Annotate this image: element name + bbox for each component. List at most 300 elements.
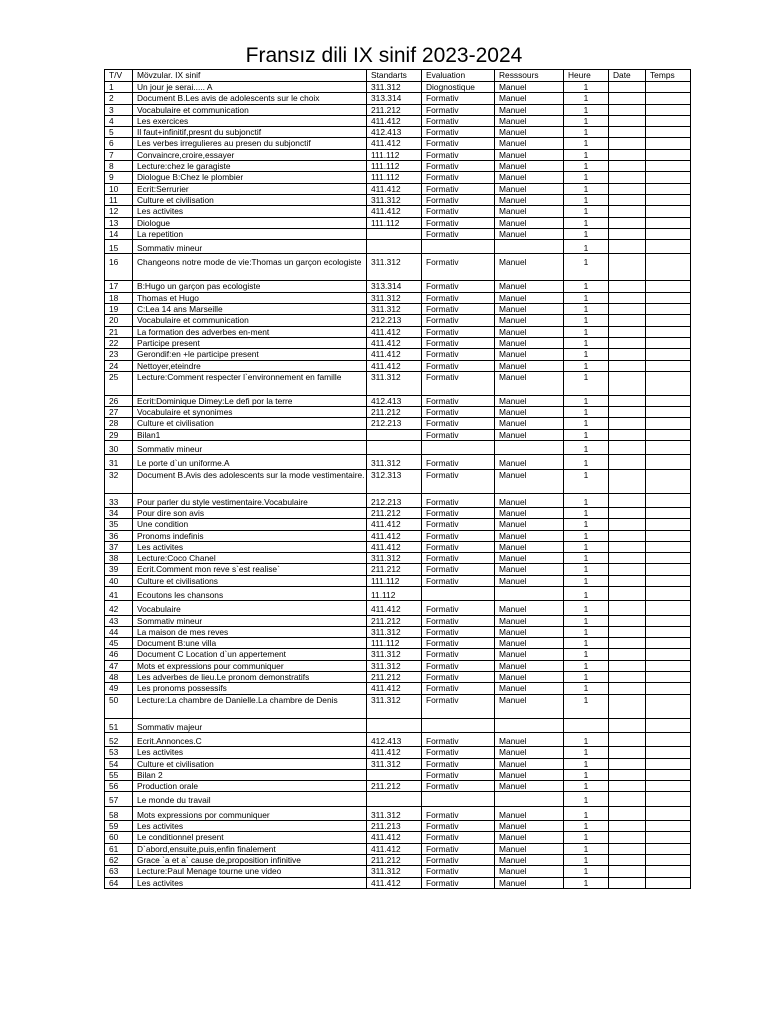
row-evaluation: Formativ xyxy=(422,304,495,315)
row-resource: Manuel xyxy=(495,660,564,671)
row-time xyxy=(646,304,691,315)
row-standard: 412.413 xyxy=(367,127,422,138)
table-row xyxy=(105,469,691,493)
row-resource: Manuel xyxy=(495,564,564,575)
row-time xyxy=(646,694,691,718)
row-number: 22 xyxy=(105,337,133,348)
row-time xyxy=(646,292,691,303)
row-topic: Document B.Avis des adolescents sur la mode vestimentaire. xyxy=(133,469,367,493)
row-date xyxy=(609,149,646,160)
row-number: 47 xyxy=(105,660,133,671)
row-hours: 1 xyxy=(564,672,609,683)
table-row xyxy=(105,683,691,694)
row-number: 27 xyxy=(105,407,133,418)
row-hours: 1 xyxy=(564,315,609,326)
row-topic: Le monde du travail xyxy=(133,792,367,806)
row-time xyxy=(646,769,691,780)
row-time xyxy=(646,843,691,854)
row-time xyxy=(646,183,691,194)
table-row xyxy=(105,240,691,254)
row-hours: 1 xyxy=(564,660,609,671)
row-standard: 313.314 xyxy=(367,93,422,104)
row-time xyxy=(646,626,691,637)
row-time xyxy=(646,553,691,564)
row-hours: 1 xyxy=(564,82,609,93)
row-standard: 412.413 xyxy=(367,732,422,746)
row-evaluation: Formativ xyxy=(422,866,495,877)
row-topic: Diologue B:Chez le plombier xyxy=(133,172,367,183)
row-topic: Les pronoms possessifs xyxy=(133,683,367,694)
row-time xyxy=(646,747,691,758)
row-time xyxy=(646,854,691,865)
row-time xyxy=(646,493,691,507)
row-topic: Les activites xyxy=(133,821,367,832)
row-evaluation: Formativ xyxy=(422,228,495,239)
row-hours: 1 xyxy=(564,626,609,637)
row-time xyxy=(646,615,691,626)
row-date xyxy=(609,530,646,541)
row-evaluation: Formativ xyxy=(422,821,495,832)
header-tv: T/V xyxy=(105,70,133,82)
row-hours: 1 xyxy=(564,493,609,507)
row-number: 39 xyxy=(105,564,133,575)
row-hours: 1 xyxy=(564,194,609,205)
row-time xyxy=(646,792,691,806)
row-topic: Convaincre,croire,essayer xyxy=(133,149,367,160)
row-date xyxy=(609,429,646,440)
row-standard: 111.112 xyxy=(367,575,422,586)
row-standard: 411.412 xyxy=(367,832,422,843)
row-hours: 1 xyxy=(564,530,609,541)
row-date xyxy=(609,758,646,769)
row-evaluation: Formativ xyxy=(422,601,495,615)
header-topics: Mövzular. IX sinif xyxy=(133,70,367,82)
row-time xyxy=(646,429,691,440)
row-topic: Document B:une villa xyxy=(133,638,367,649)
row-number: 38 xyxy=(105,553,133,564)
table-row xyxy=(105,395,691,406)
row-hours: 1 xyxy=(564,781,609,792)
row-time xyxy=(646,638,691,649)
row-resource: Manuel xyxy=(495,769,564,780)
row-resource: Manuel xyxy=(495,304,564,315)
row-date xyxy=(609,854,646,865)
row-number: 53 xyxy=(105,747,133,758)
row-date xyxy=(609,337,646,348)
table-row xyxy=(105,832,691,843)
row-standard: 311.312 xyxy=(367,866,422,877)
row-resource: Manuel xyxy=(495,747,564,758)
row-number: 43 xyxy=(105,615,133,626)
row-time xyxy=(646,718,691,732)
row-date xyxy=(609,732,646,746)
row-resource: Manuel xyxy=(495,493,564,507)
row-standard: 411.412 xyxy=(367,183,422,194)
row-topic: Diologue xyxy=(133,217,367,228)
row-evaluation: Formativ xyxy=(422,407,495,418)
row-evaluation: Diognostique xyxy=(422,82,495,93)
row-time xyxy=(646,877,691,888)
row-evaluation: Formativ xyxy=(422,161,495,172)
row-date xyxy=(609,206,646,217)
row-hours: 1 xyxy=(564,281,609,292)
row-standard: 411.412 xyxy=(367,115,422,126)
row-number: 32 xyxy=(105,469,133,493)
row-evaluation: Formativ xyxy=(422,281,495,292)
row-hours: 1 xyxy=(564,138,609,149)
row-time xyxy=(646,93,691,104)
row-number: 42 xyxy=(105,601,133,615)
row-hours: 1 xyxy=(564,217,609,228)
row-evaluation: Formativ xyxy=(422,553,495,564)
row-standard: 211.212 xyxy=(367,407,422,418)
row-time xyxy=(646,541,691,552)
row-hours: 1 xyxy=(564,553,609,564)
row-evaluation: Formativ xyxy=(422,360,495,371)
row-evaluation: Formativ xyxy=(422,694,495,718)
row-number: 59 xyxy=(105,821,133,832)
row-hours: 1 xyxy=(564,732,609,746)
row-number: 61 xyxy=(105,843,133,854)
row-time xyxy=(646,866,691,877)
row-time xyxy=(646,564,691,575)
row-time xyxy=(646,127,691,138)
row-topic: La repetition xyxy=(133,228,367,239)
row-topic: Lecture:chez le garagiste xyxy=(133,161,367,172)
row-date xyxy=(609,781,646,792)
row-date xyxy=(609,240,646,254)
row-hours: 1 xyxy=(564,360,609,371)
row-evaluation: Formativ xyxy=(422,469,495,493)
row-time xyxy=(646,781,691,792)
row-evaluation: Formativ xyxy=(422,206,495,217)
row-topic: Pour dire son avis xyxy=(133,507,367,518)
row-topic: Document C Location d`un appertement xyxy=(133,649,367,660)
row-number: 3 xyxy=(105,104,133,115)
row-standard: 412.413 xyxy=(367,395,422,406)
row-resource: Manuel xyxy=(495,758,564,769)
row-date xyxy=(609,455,646,469)
row-standard: 311.312 xyxy=(367,254,422,281)
row-topic: Le porte d`un uniforme.A xyxy=(133,455,367,469)
row-date xyxy=(609,747,646,758)
row-topic: D`abord,ensuite,puis,enfin finalement xyxy=(133,843,367,854)
row-resource: Manuel xyxy=(495,371,564,395)
row-resource: Manuel xyxy=(495,281,564,292)
row-topic: Mots expressions por communiquer xyxy=(133,806,367,820)
row-topic: Sommativ mineur xyxy=(133,441,367,455)
row-resource: Manuel xyxy=(495,172,564,183)
row-number: 29 xyxy=(105,429,133,440)
row-number: 40 xyxy=(105,575,133,586)
table-row xyxy=(105,541,691,552)
row-time xyxy=(646,758,691,769)
row-number: 52 xyxy=(105,732,133,746)
row-evaluation: Formativ xyxy=(422,138,495,149)
row-resource: Manuel xyxy=(495,183,564,194)
row-standard: 211.212 xyxy=(367,507,422,518)
table-row xyxy=(105,371,691,395)
row-number: 63 xyxy=(105,866,133,877)
row-hours: 1 xyxy=(564,115,609,126)
row-hours: 1 xyxy=(564,747,609,758)
lesson-plan-table xyxy=(104,69,691,889)
row-standard: 313.314 xyxy=(367,281,422,292)
row-date xyxy=(609,127,646,138)
row-standard xyxy=(367,718,422,732)
row-topic: Les verbes irregulieres au presen du subjonctif xyxy=(133,138,367,149)
row-evaluation: Formativ xyxy=(422,626,495,637)
row-hours: 1 xyxy=(564,228,609,239)
row-time xyxy=(646,601,691,615)
row-hours: 1 xyxy=(564,758,609,769)
row-time xyxy=(646,806,691,820)
row-standard: 411.412 xyxy=(367,541,422,552)
row-resource: Manuel xyxy=(495,418,564,429)
row-evaluation xyxy=(422,240,495,254)
row-evaluation: Formativ xyxy=(422,349,495,360)
table-row xyxy=(105,758,691,769)
row-hours: 1 xyxy=(564,429,609,440)
row-date xyxy=(609,843,646,854)
row-standard: 411.412 xyxy=(367,530,422,541)
row-resource: Manuel xyxy=(495,575,564,586)
row-hours: 1 xyxy=(564,93,609,104)
table-row xyxy=(105,507,691,518)
row-resource: Manuel xyxy=(495,138,564,149)
row-number: 58 xyxy=(105,806,133,820)
row-date xyxy=(609,228,646,239)
row-resource: Manuel xyxy=(495,315,564,326)
row-topic: Sommativ mineur xyxy=(133,615,367,626)
row-number: 55 xyxy=(105,769,133,780)
row-time xyxy=(646,530,691,541)
row-standard: 311.312 xyxy=(367,806,422,820)
row-resource: Manuel xyxy=(495,206,564,217)
table-row xyxy=(105,127,691,138)
row-evaluation: Formativ xyxy=(422,217,495,228)
row-resource: Manuel xyxy=(495,649,564,660)
row-topic: Culture et civilisation xyxy=(133,758,367,769)
row-number: 51 xyxy=(105,718,133,732)
row-time xyxy=(646,115,691,126)
row-resource: Manuel xyxy=(495,104,564,115)
row-evaluation: Formativ xyxy=(422,93,495,104)
page-title: Fransız dili IX sinif 2023-2024 xyxy=(245,44,523,67)
row-hours: 1 xyxy=(564,615,609,626)
row-topic: Les activites xyxy=(133,541,367,552)
row-standard: 311.312 xyxy=(367,455,422,469)
table-row xyxy=(105,615,691,626)
row-evaluation: Formativ xyxy=(422,732,495,746)
table-row xyxy=(105,601,691,615)
row-number: 20 xyxy=(105,315,133,326)
row-resource: Manuel xyxy=(495,469,564,493)
row-hours: 1 xyxy=(564,866,609,877)
row-time xyxy=(646,672,691,683)
row-number: 23 xyxy=(105,349,133,360)
row-hours: 1 xyxy=(564,326,609,337)
row-resource: Manuel xyxy=(495,806,564,820)
row-date xyxy=(609,304,646,315)
row-time xyxy=(646,228,691,239)
row-date xyxy=(609,315,646,326)
row-resource: Manuel xyxy=(495,843,564,854)
row-standard xyxy=(367,429,422,440)
row-standard: 411.412 xyxy=(367,683,422,694)
row-resource: Manuel xyxy=(495,395,564,406)
row-number: 57 xyxy=(105,792,133,806)
row-date xyxy=(609,326,646,337)
row-date xyxy=(609,601,646,615)
row-date xyxy=(609,638,646,649)
row-number: 50 xyxy=(105,694,133,718)
row-time xyxy=(646,519,691,530)
table-header-row xyxy=(105,70,691,82)
row-hours: 1 xyxy=(564,792,609,806)
table-row xyxy=(105,115,691,126)
row-evaluation: Formativ xyxy=(422,660,495,671)
row-date xyxy=(609,441,646,455)
row-number: 14 xyxy=(105,228,133,239)
row-standard: 111.112 xyxy=(367,172,422,183)
row-date xyxy=(609,82,646,93)
row-topic: Il faut+infinitif,presnt du subjonctif xyxy=(133,127,367,138)
row-date xyxy=(609,407,646,418)
row-number: 54 xyxy=(105,758,133,769)
row-resource: Manuel xyxy=(495,553,564,564)
row-resource: Manuel xyxy=(495,82,564,93)
table-row xyxy=(105,315,691,326)
row-hours: 1 xyxy=(564,469,609,493)
row-hours: 1 xyxy=(564,601,609,615)
row-hours: 1 xyxy=(564,337,609,348)
row-resource: Manuel xyxy=(495,626,564,637)
row-date xyxy=(609,469,646,493)
table-row xyxy=(105,694,691,718)
row-evaluation xyxy=(422,441,495,455)
row-date xyxy=(609,575,646,586)
row-resource: Manuel xyxy=(495,161,564,172)
row-resource: Manuel xyxy=(495,507,564,518)
row-hours: 1 xyxy=(564,395,609,406)
row-hours: 1 xyxy=(564,638,609,649)
row-date xyxy=(609,806,646,820)
table-row xyxy=(105,104,691,115)
row-resource: Manuel xyxy=(495,672,564,683)
row-time xyxy=(646,586,691,600)
row-date xyxy=(609,349,646,360)
row-hours: 1 xyxy=(564,127,609,138)
row-evaluation: Formativ xyxy=(422,564,495,575)
row-number: 18 xyxy=(105,292,133,303)
row-topic: C:Lea 14 ans Marseille xyxy=(133,304,367,315)
row-evaluation: Formativ xyxy=(422,877,495,888)
row-evaluation: Formativ xyxy=(422,337,495,348)
row-resource: Manuel xyxy=(495,337,564,348)
row-time xyxy=(646,360,691,371)
table-row xyxy=(105,747,691,758)
row-evaluation: Formativ xyxy=(422,395,495,406)
row-resource: Manuel xyxy=(495,638,564,649)
table-row xyxy=(105,455,691,469)
row-standard: 411.412 xyxy=(367,138,422,149)
row-standard: 411.412 xyxy=(367,360,422,371)
row-topic: Bilan 2 xyxy=(133,769,367,780)
table-row xyxy=(105,326,691,337)
row-hours: 1 xyxy=(564,441,609,455)
row-date xyxy=(609,104,646,115)
row-evaluation xyxy=(422,718,495,732)
row-topic: Pronoms indefinis xyxy=(133,530,367,541)
row-resource: Manuel xyxy=(495,781,564,792)
row-time xyxy=(646,254,691,281)
row-standard: 411.412 xyxy=(367,601,422,615)
row-standard: 312.313 xyxy=(367,469,422,493)
row-standard: 411.412 xyxy=(367,206,422,217)
table-row xyxy=(105,575,691,586)
table-row xyxy=(105,660,691,671)
table-row xyxy=(105,769,691,780)
row-hours: 1 xyxy=(564,304,609,315)
row-topic: Ecrit.Annonces.C xyxy=(133,732,367,746)
table-row xyxy=(105,806,691,820)
row-standard: 311.312 xyxy=(367,694,422,718)
table-row xyxy=(105,564,691,575)
row-evaluation: Formativ xyxy=(422,832,495,843)
row-resource xyxy=(495,586,564,600)
row-standard xyxy=(367,441,422,455)
row-evaluation: Formativ xyxy=(422,104,495,115)
row-standard: 311.312 xyxy=(367,194,422,205)
row-resource xyxy=(495,792,564,806)
row-topic: Pour parler du style vestimentaire.Vocabulaire xyxy=(133,493,367,507)
row-hours: 1 xyxy=(564,821,609,832)
row-date xyxy=(609,493,646,507)
table-row xyxy=(105,228,691,239)
table-row xyxy=(105,493,691,507)
row-topic: Un jour je serai..... A xyxy=(133,82,367,93)
row-date xyxy=(609,877,646,888)
row-evaluation: Formativ xyxy=(422,769,495,780)
row-standard: 411.412 xyxy=(367,747,422,758)
row-standard: 111.112 xyxy=(367,161,422,172)
table-body xyxy=(105,82,691,889)
row-standard: 311.312 xyxy=(367,758,422,769)
row-date xyxy=(609,792,646,806)
row-time xyxy=(646,104,691,115)
row-standard: 311.312 xyxy=(367,292,422,303)
row-resource: Manuel xyxy=(495,519,564,530)
row-evaluation: Formativ xyxy=(422,194,495,205)
row-number: 4 xyxy=(105,115,133,126)
row-evaluation: Formativ xyxy=(422,638,495,649)
row-time xyxy=(646,407,691,418)
row-date xyxy=(609,769,646,780)
row-standard: 11.112 xyxy=(367,586,422,600)
row-time xyxy=(646,371,691,395)
row-number: 12 xyxy=(105,206,133,217)
row-standard: 212.213 xyxy=(367,315,422,326)
row-standard: 311.312 xyxy=(367,649,422,660)
row-topic: Culture et civilisations xyxy=(133,575,367,586)
row-evaluation: Formativ xyxy=(422,672,495,683)
row-evaluation: Formativ xyxy=(422,747,495,758)
row-number: 33 xyxy=(105,493,133,507)
row-date xyxy=(609,519,646,530)
row-topic: Lecture:Coco Chanel xyxy=(133,553,367,564)
row-number: 21 xyxy=(105,326,133,337)
